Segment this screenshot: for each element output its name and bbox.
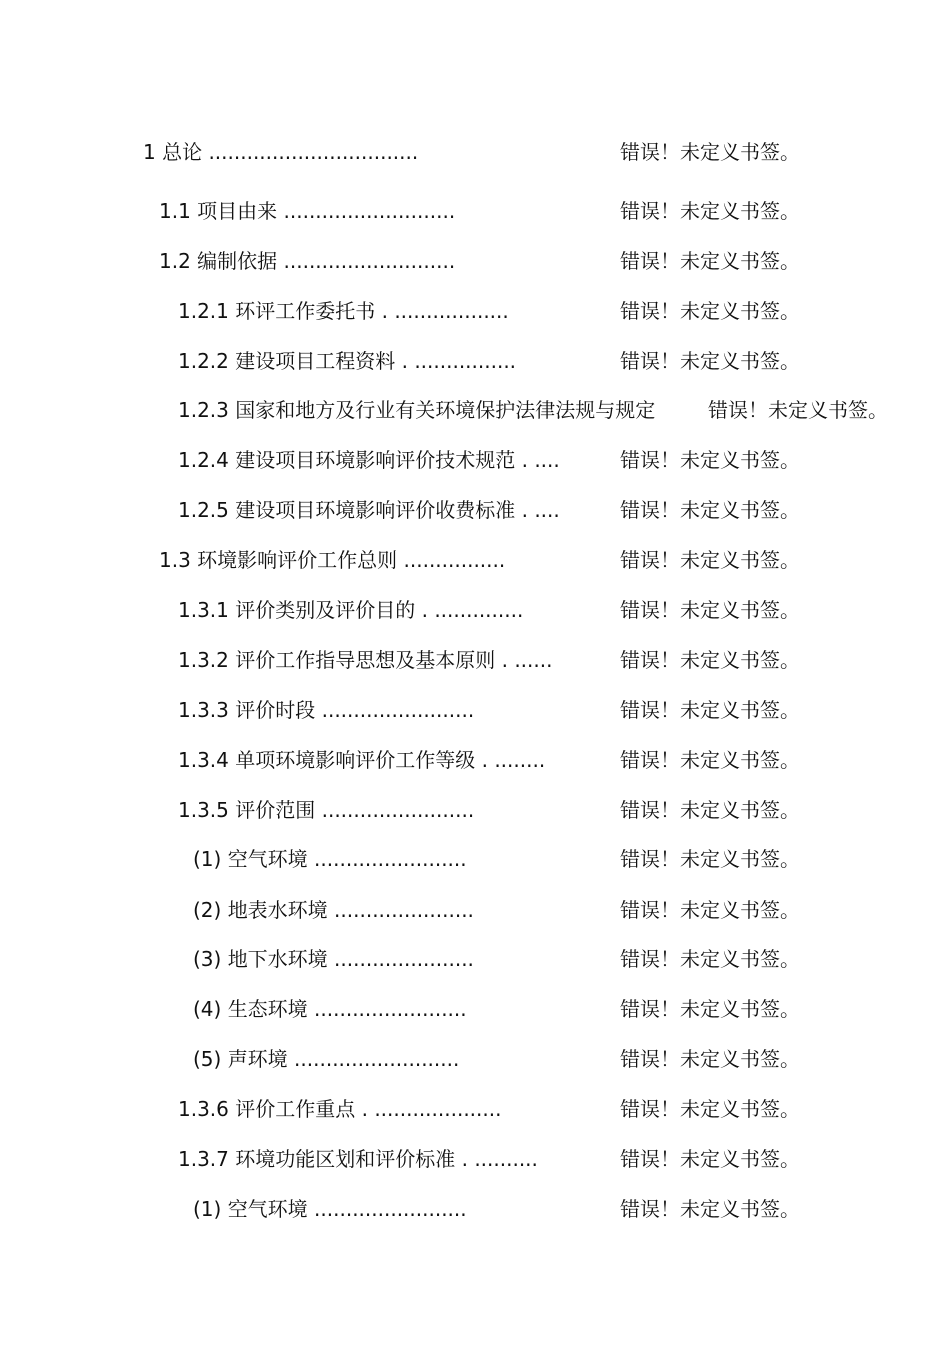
toc-entry-page-ref: 错误！未定义书签。 bbox=[620, 498, 800, 522]
toc-entry-page-ref: 错误！未定义书签。 bbox=[620, 548, 800, 572]
toc-entry[interactable] bbox=[0, 545, 950, 575]
toc-entry-page-ref: 错误！未定义书签。 bbox=[620, 448, 800, 472]
toc-entry-page-ref: 错误！未定义书签。 bbox=[620, 698, 800, 722]
toc-entry-title: (2) 地表水环境 ...................... bbox=[193, 898, 474, 922]
toc-entry[interactable] bbox=[0, 137, 950, 167]
toc-entry[interactable] bbox=[0, 695, 950, 725]
toc-entry-page-ref: 错误！未定义书签。 bbox=[620, 1047, 800, 1071]
toc-entry[interactable] bbox=[0, 795, 950, 825]
toc-entry-page-ref: 错误！未定义书签。 bbox=[620, 199, 800, 223]
toc-entry-title: (1) 空气环境 ........................ bbox=[193, 847, 467, 871]
toc-entry-title: 1.3.3 评价时段 ........................ bbox=[178, 698, 475, 722]
toc-entry[interactable] bbox=[0, 1094, 950, 1124]
toc-entry[interactable] bbox=[0, 844, 950, 874]
toc-entry[interactable] bbox=[0, 944, 950, 974]
toc-entry[interactable] bbox=[0, 1044, 950, 1074]
toc-entry-title: (4) 生态环境 ........................ bbox=[193, 997, 467, 1021]
toc-entry-page-ref: 错误！未定义书签。 bbox=[620, 648, 800, 672]
toc-entry-title: 1.3.1 评价类别及评价目的 . .............. bbox=[178, 598, 524, 622]
toc-entry[interactable] bbox=[0, 445, 950, 475]
toc-entry-title: 1.1 项目由来 ........................... bbox=[159, 199, 456, 223]
toc-entry-title: 1.3.5 评价范围 ........................ bbox=[178, 798, 475, 822]
toc-entry-title: 1.2.2 建设项目工程资料 . ................ bbox=[178, 349, 517, 373]
toc-entry[interactable] bbox=[0, 246, 950, 276]
toc-entry-page-ref: 错误！未定义书签。 bbox=[620, 997, 800, 1021]
toc-entry-title: 1.3.6 评价工作重点 . .................... bbox=[178, 1097, 502, 1121]
toc-entry-page-ref: 错误！未定义书签。 bbox=[620, 898, 800, 922]
toc-entry[interactable] bbox=[0, 346, 950, 376]
toc-entry[interactable] bbox=[0, 994, 950, 1024]
toc-entry-title: 1.2.3 国家和地方及行业有关环境保护法律法规与规定 bbox=[178, 398, 656, 422]
toc-entry[interactable] bbox=[0, 395, 950, 425]
toc-entry-page-ref: 错误！未定义书签。 bbox=[620, 1097, 800, 1121]
toc-entry-page-ref: 错误！未定义书签。 bbox=[620, 1197, 800, 1221]
toc-entry-page-ref: 错误！未定义书签。 bbox=[620, 140, 800, 164]
toc-entry[interactable] bbox=[0, 895, 950, 925]
toc-entry-page-ref: 错误！未定义书签。 bbox=[620, 798, 800, 822]
toc-entry-title: 1.2.4 建设项目环境影响评价技术规范 . .... bbox=[178, 448, 560, 472]
toc-entry[interactable] bbox=[0, 296, 950, 326]
toc-entry-title: (1) 空气环境 ........................ bbox=[193, 1197, 467, 1221]
toc-entry-title: (3) 地下水环境 ...................... bbox=[193, 947, 474, 971]
toc-entry-page-ref: 错误！未定义书签。 bbox=[620, 299, 800, 323]
toc-entry-title: 1.3.4 单项环境影响评价工作等级 . ........ bbox=[178, 748, 546, 772]
toc-entry[interactable] bbox=[0, 1194, 950, 1224]
toc-entry-page-ref: 错误！未定义书签。 bbox=[620, 1147, 800, 1171]
toc-entry[interactable] bbox=[0, 645, 950, 675]
toc-entry-title: 1.2 编制依据 ........................... bbox=[159, 249, 456, 273]
toc-entry-page-ref: 错误！未定义书签。 bbox=[708, 398, 888, 422]
toc-entry-title: 1.3.2 评价工作指导思想及基本原则 . ...... bbox=[178, 648, 553, 672]
toc-entry-title: 1.3.7 环境功能区划和评价标准 . .......... bbox=[178, 1147, 538, 1171]
toc-entry-page-ref: 错误！未定义书签。 bbox=[620, 349, 800, 373]
toc-entry-page-ref: 错误！未定义书签。 bbox=[620, 598, 800, 622]
toc-entry-page-ref: 错误！未定义书签。 bbox=[620, 847, 800, 871]
toc-entry[interactable] bbox=[0, 196, 950, 226]
toc-entry-page-ref: 错误！未定义书签。 bbox=[620, 249, 800, 273]
toc-entry-page-ref: 错误！未定义书签。 bbox=[620, 947, 800, 971]
toc-entry[interactable] bbox=[0, 1144, 950, 1174]
toc-entry-title: 1 总论 ................................. bbox=[143, 140, 419, 164]
toc-entry-title: (5) 声环境 .......................... bbox=[193, 1047, 460, 1071]
toc-entry[interactable] bbox=[0, 745, 950, 775]
toc-entry-title: 1.2.5 建设项目环境影响评价收费标准 . .... bbox=[178, 498, 560, 522]
toc-entry[interactable] bbox=[0, 495, 950, 525]
toc-entry-page-ref: 错误！未定义书签。 bbox=[620, 748, 800, 772]
toc-entry[interactable] bbox=[0, 595, 950, 625]
toc-entry-title: 1.3 环境影响评价工作总则 ................ bbox=[159, 548, 506, 572]
toc-entry-title: 1.2.1 环评工作委托书 . .................. bbox=[178, 299, 509, 323]
